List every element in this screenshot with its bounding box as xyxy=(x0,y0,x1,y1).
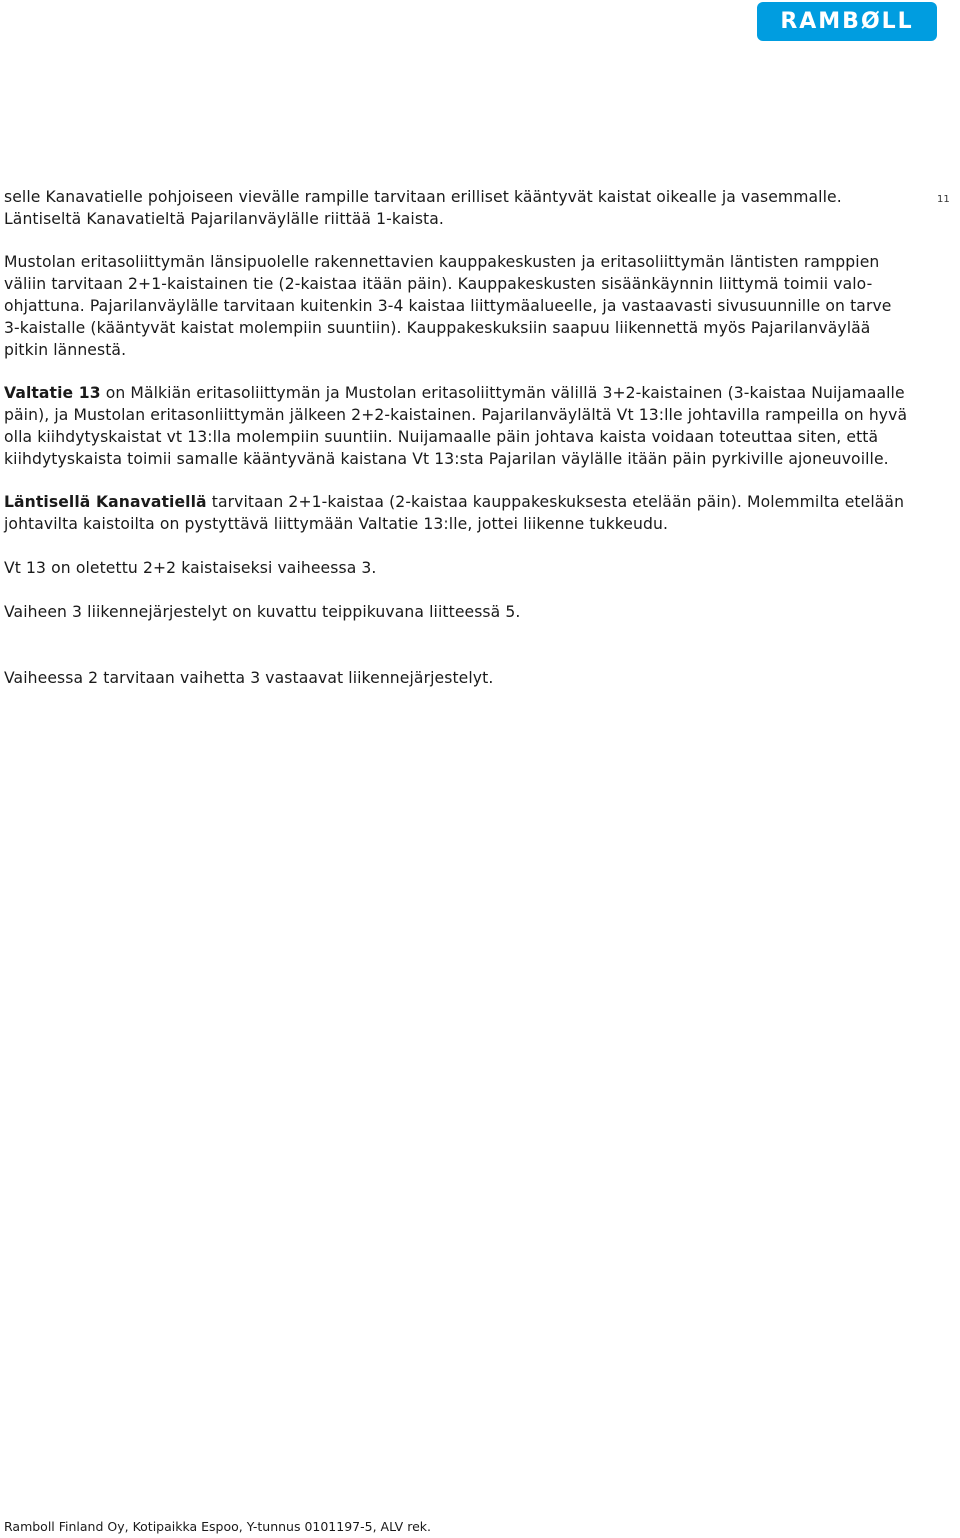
paragraph-7: Vaiheessa 2 tarvitaan vaihetta 3 vastaavat liikennejärjestelyt. xyxy=(4,669,494,687)
paragraph-4-text: tarvitaan 2+1-kaistaa (2-kaistaa kauppakeskuksesta etelään päin). Molemmilta etelään johtavilta kaistoilta on pystyttävä liittymään Valtatie 13:lle, jottei liikenne tukkeudu. xyxy=(4,493,905,533)
page-number: 11 xyxy=(937,194,950,205)
paragraph-4-heading: Läntisellä Kanavatiellä xyxy=(4,493,207,511)
paragraph-1: selle Kanavatielle pohjoiseen vievälle rampille tarvitaan erilliset kääntyvät kaistat oikealle ja vasemmalle. Läntiseltä Kanavatieltä Pajarilanväylälle riittää 1-kaista. xyxy=(4,188,842,228)
paragraph-2: Mustolan eritasoliittymän länsipuolelle rakennettavien kauppakeskusten ja eritasoliittymän läntisten ramppien väliin tarvitaan 2+1-kaistainen tie (2-kaistaa itään päin). Kauppakeskusten sisäänkäynnin liittymä toimii valo-ohjattuna. Pajarilanväylälle tarvitaan kuitenkin 3-4 kaistaa liittymäalueelle, ja vastaavasti sivusuunnille on tarve 3-kaistalle (kääntyvät kaistat molempiin suuntiin). Kauppakeskuksiin saapuu liikennettä myös Pajarilanväylää pitkin lännestä. xyxy=(4,253,892,359)
paragraph-3 xyxy=(4,382,909,470)
logo-text: RAMBØLL xyxy=(780,8,914,34)
document-body xyxy=(4,186,909,689)
paragraph-5: Vt 13 on oletettu 2+2 kaistaiseksi vaiheessa 3. xyxy=(4,559,377,577)
paragraph-3-text: on Mälkiän eritasoliittymän ja Mustolan eritasoliittymän välillä 3+2-kaistainen (3-kaistaa Nuijamaalle päin), ja Mustolan eritasonliittymän jälkeen 2+2-kaistainen. Pajarilanväylältä Vt 13:lle johtavilla rampeilla on hyvä olla kiihdytyskaistat vt 13:lla molempiin suuntiin. Nuijamaalle päin johtava kaista voidaan toteuttaa siten, että kiihdytyskaista toimii samalle kääntyvänä kaistana Vt 13:sta Pajarilan väylälle itään päin pyrkiville ajoneuvoille. xyxy=(4,384,908,468)
ramboll-logo xyxy=(757,2,937,41)
paragraph-3-heading: Valtatie 13 xyxy=(4,384,101,402)
footer-text: Ramboll Finland Oy, Kotipaikka Espoo, Y-tunnus 0101197-5, ALV rek. xyxy=(4,1519,431,1534)
paragraph-4 xyxy=(4,491,909,535)
paragraph-6: Vaiheen 3 liikennejärjestelyt on kuvattu teippikuvana liitteessä 5. xyxy=(4,603,521,621)
